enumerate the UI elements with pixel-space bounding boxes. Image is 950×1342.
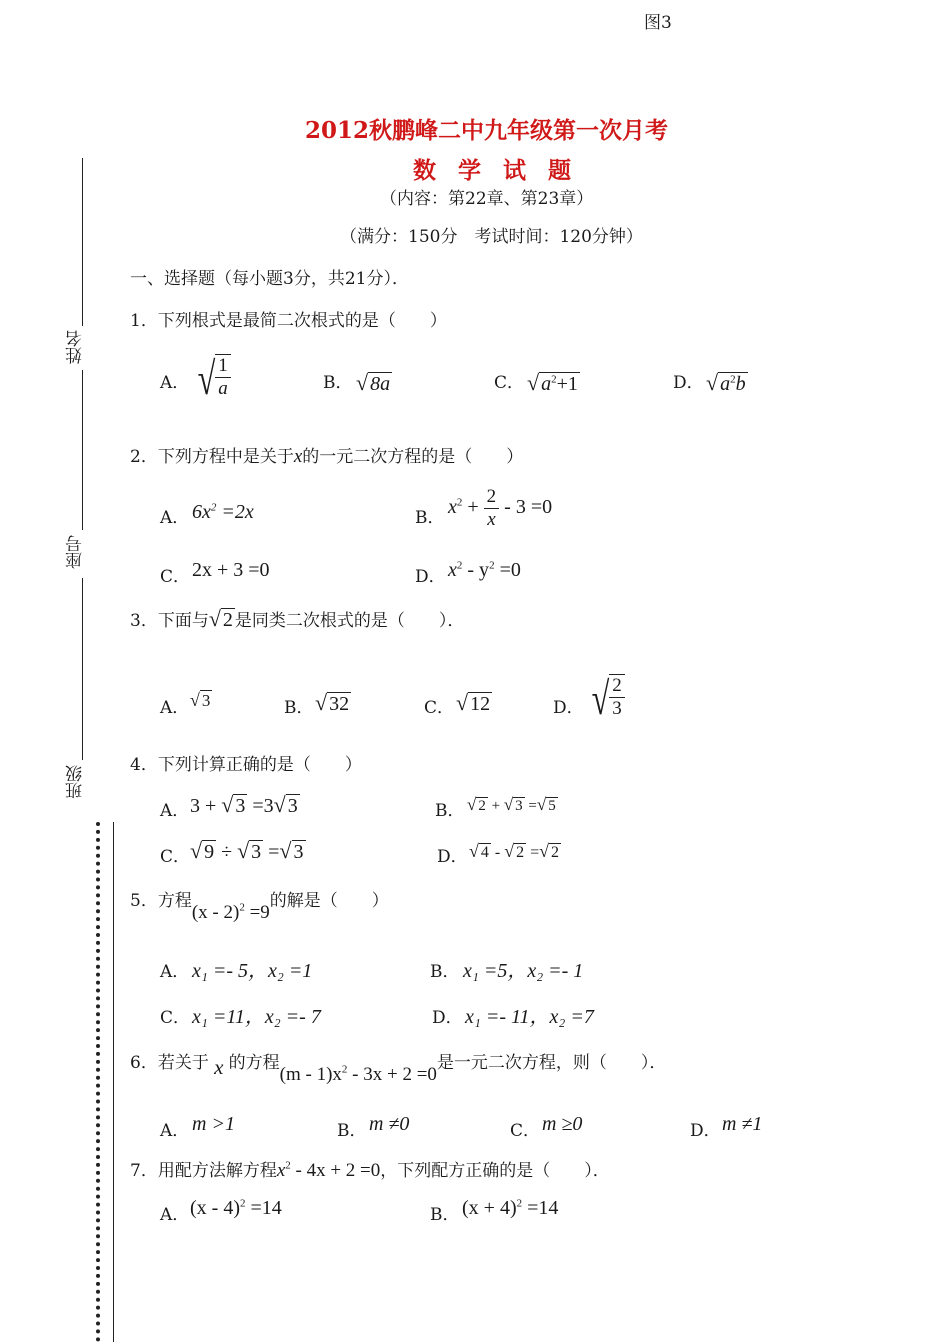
q4-option-a-label: A． [160, 801, 190, 821]
q6-option-b: m ≠0 [369, 1113, 410, 1135]
question-6: 6．若关于 x 的方程$(m - 1)x^2 - 3x + 2 =0$是一元二次方程，则（ ）． [130, 1053, 667, 1085]
q4-option-d: √ 4 - √ 2 =√ 2 [469, 841, 560, 861]
section-heading: 一、选择题（每小题3分，共21分）． [130, 269, 409, 289]
binding-line [113, 822, 114, 1342]
q2-option-c-label: C． [160, 567, 191, 587]
binding-line [82, 578, 83, 760]
q6-option-a-label: A． [160, 1121, 190, 1141]
q7-option-b-label: B． [430, 1205, 460, 1225]
q3-option-b-label: B． [284, 698, 314, 718]
q5-option-d: x₁ =- 11，x₂ =7 [465, 1006, 594, 1028]
q7-option-a: (x - 4)$^2$ =14 [190, 1197, 282, 1219]
q4-option-a: 3 + √ 3 =3√ 3 [190, 792, 298, 817]
q1-option-c-label: C． [494, 373, 525, 393]
question-7: 7．用配方法解方程$x^2 - 4x + 2 =0$，下列配方正确的是（ ）． [130, 1159, 610, 1181]
q3-option-d-label: D． [553, 698, 584, 718]
q1-option-b-label: B． [323, 373, 353, 393]
q6-option-b-label: B． [337, 1121, 367, 1141]
q5-option-c: x₁ =11，x₂ =- 7 [192, 1006, 321, 1028]
q6-option-a: m >1 [192, 1113, 235, 1135]
q1-option-d: √ $a^2b$ [706, 370, 746, 395]
q2-option-b: $x^2$ + $\frac{2}{x}$ - 3 =0 [448, 486, 553, 530]
class-label: 班级 [66, 765, 86, 799]
figure-caption: 图3 [644, 13, 672, 33]
name-label: 姓名 [66, 330, 86, 364]
q5-option-a: x₁ =- 5，x₂ =1 [192, 960, 313, 982]
q5-option-b: x₁ =5，x₂ =- 1 [463, 960, 584, 982]
q3-option-d: √ $\frac{2}{3}$ [584, 674, 625, 724]
q4-option-d-label: D． [437, 847, 468, 867]
q1-option-d-label: D． [673, 373, 704, 393]
q2-option-a: $6x^2 =2x$ [192, 501, 254, 523]
q5-option-b-label: B． [430, 962, 460, 982]
q1-option-b: √ 8a [356, 370, 391, 395]
question-5: 5．方程(x - 2)$^2$ =9的解是（ ） [130, 891, 389, 923]
subject-title: 数学试题 [413, 157, 593, 184]
q1-option-a-label: A． [160, 373, 190, 393]
q5-option-d-label: D． [432, 1008, 463, 1028]
q2-option-c: 2x + 3 =0 [192, 559, 270, 581]
question-1: 1．下列根式是最简二次根式的是（ ） [130, 311, 447, 331]
q6-option-d: m ≠1 [722, 1113, 763, 1135]
q3-option-c-label: C． [424, 698, 455, 718]
q7-option-a-label: A． [160, 1205, 190, 1225]
q5-option-a-label: A． [160, 962, 190, 982]
binding-line [82, 370, 83, 530]
q3-option-c: √ 12 [456, 690, 491, 715]
q4-option-b-label: B． [435, 801, 465, 821]
q4-option-c: √ 9 ÷ √ 3 =√ 3 [190, 838, 304, 863]
exam-title: 2012秋鹏峰二中九年级第一次月考 [305, 117, 669, 144]
q3-option-a: √ 3 [190, 690, 211, 710]
q4-option-c-label: C． [160, 847, 191, 867]
question-3: 3．下面与√ 2 是同类二次根式的是（ ）． [130, 606, 465, 631]
q3-option-a-label: A． [160, 698, 190, 718]
q6-option-d-label: D． [690, 1121, 721, 1141]
q6-option-c-label: C． [510, 1121, 541, 1141]
q1-option-c: √ $a^2+1$ [527, 370, 578, 395]
q2-option-d: $x^2 - y^2 =0$ [448, 559, 521, 581]
dotted-cut-line [96, 822, 100, 1342]
q6-option-c: m ≥0 [542, 1113, 583, 1135]
q4-option-b: √ 2 + √ 3 =√ 5 [467, 795, 556, 814]
q5-option-c-label: C． [160, 1008, 191, 1028]
question-4: 4．下列计算正确的是（ ） [130, 755, 362, 775]
q3-option-b: √ 32 [315, 690, 350, 715]
score-time-note: （满分：150分 考试时间：120分钟） [340, 227, 643, 247]
q2-option-a-label: A． [160, 508, 190, 528]
q7-option-b: $(x + 4)^2 =14$ [462, 1197, 559, 1219]
q2-option-b-label: B． [415, 508, 445, 528]
q2-option-d-label: D． [415, 567, 446, 587]
content-note: （内容：第22章、第23章） [380, 189, 594, 209]
binding-line [82, 158, 83, 326]
seat-label: 座号 [66, 535, 86, 569]
q1-option-a: √ $\frac{1}{a}$ [190, 354, 231, 404]
question-2: 2．下列方程中是关于x的一元二次方程的是（ ） [130, 446, 524, 467]
